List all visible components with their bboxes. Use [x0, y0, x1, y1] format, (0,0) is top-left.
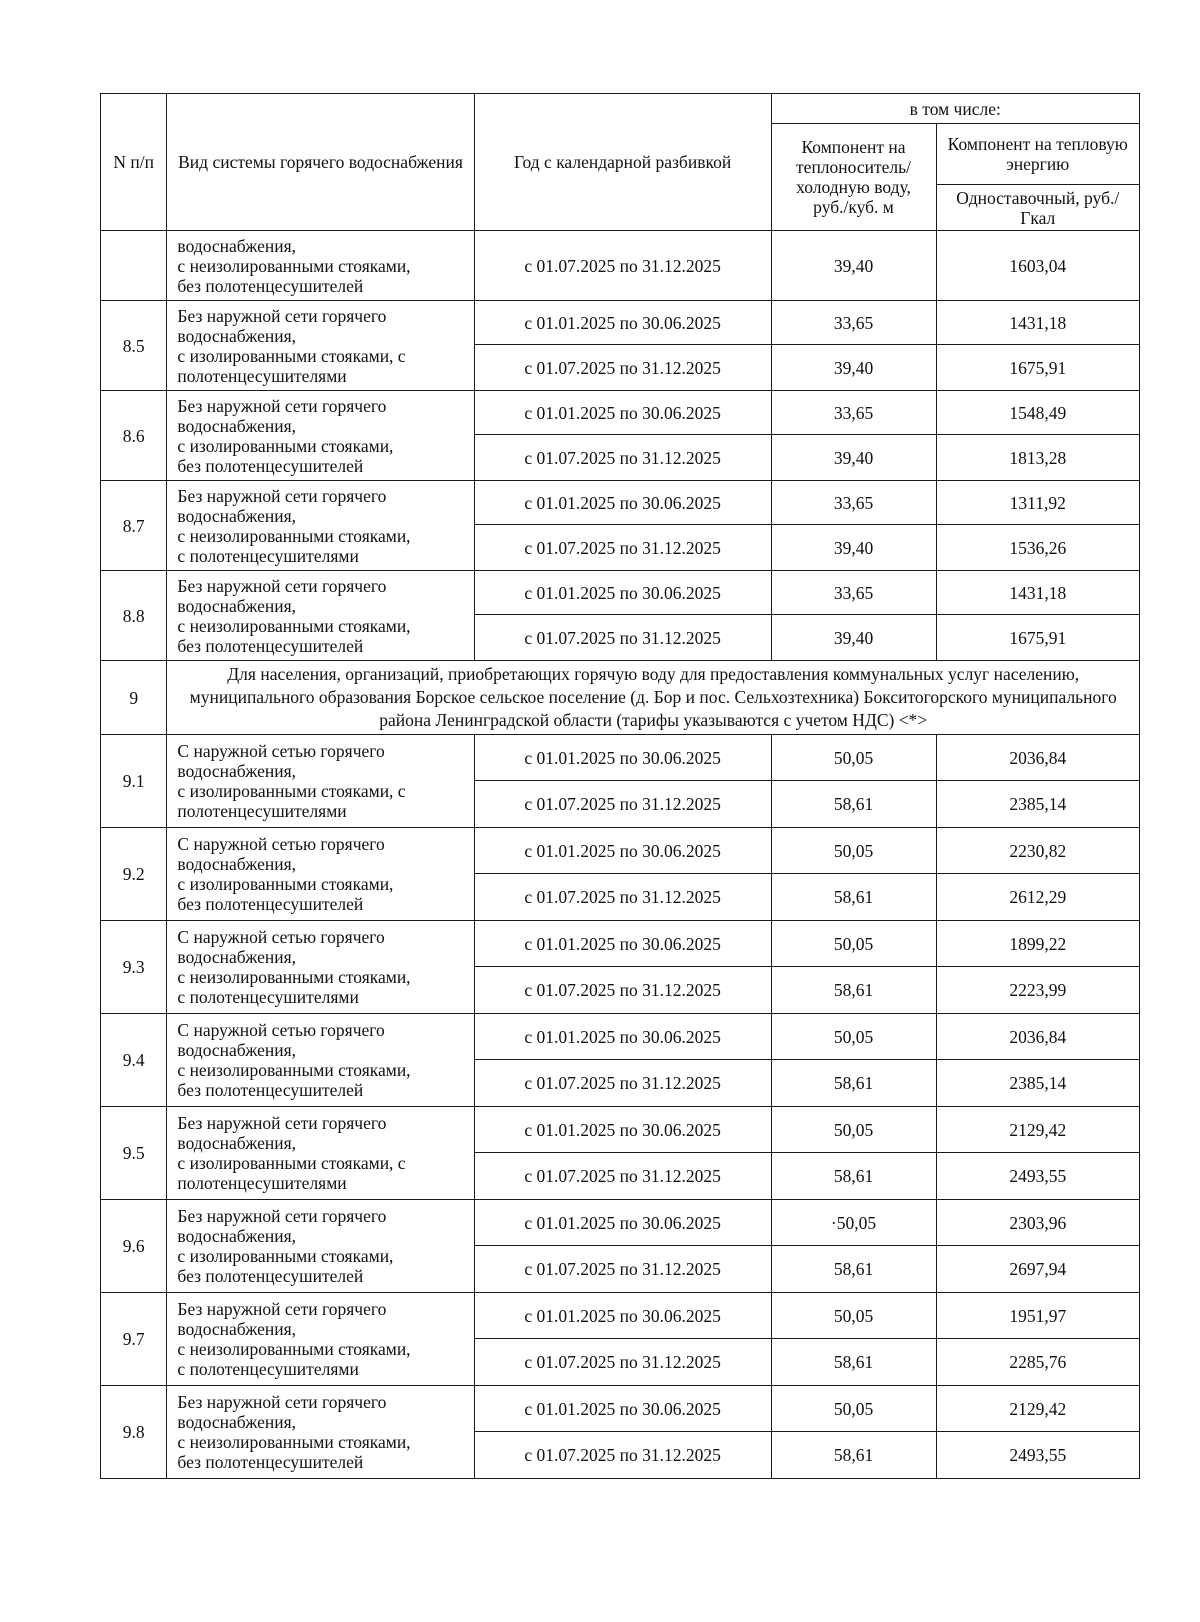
table-row [101, 481, 1140, 525]
system-type-cell: С наружной сетью горячего водоснабжения, с изолированными стояками, без полотенцесушителей [167, 828, 474, 921]
table-row [101, 1386, 1140, 1432]
water-component-cell: 39,40 [771, 615, 936, 661]
row-number: 9.7 [101, 1293, 167, 1386]
period-cell: с 01.07.2025 по 31.12.2025 [474, 1060, 771, 1107]
row-number: 9.4 [101, 1014, 167, 1107]
section-number: 9 [101, 661, 167, 735]
system-type-cell: Без наружной сети горячего водоснабжения, с изолированными стояками, без полотенцесушителей [167, 1200, 474, 1293]
energy-rate-cell: 1603,04 [936, 231, 1139, 301]
water-component-cell: 33,65 [771, 481, 936, 525]
period-cell: с 01.07.2025 по 31.12.2025 [474, 967, 771, 1014]
period-cell: с 01.01.2025 по 30.06.2025 [474, 1293, 771, 1339]
table-row [101, 1200, 1140, 1246]
period-cell: с 01.01.2025 по 30.06.2025 [474, 828, 771, 874]
water-component-cell: ·50,05 [771, 1200, 936, 1246]
energy-rate-cell: 1675,91 [936, 345, 1139, 391]
energy-rate-cell: 2036,84 [936, 735, 1139, 781]
table-row [101, 828, 1140, 874]
energy-rate-cell: 2385,14 [936, 781, 1139, 828]
period-cell: с 01.07.2025 по 31.12.2025 [474, 1153, 771, 1200]
energy-rate-cell: 2612,29 [936, 874, 1139, 921]
energy-rate-cell: 2285,76 [936, 1339, 1139, 1386]
water-component-cell: 39,40 [771, 231, 936, 301]
energy-rate-cell: 1813,28 [936, 435, 1139, 481]
header-num: N п/п [101, 94, 167, 231]
energy-rate-cell: 1675,91 [936, 615, 1139, 661]
row-number: 9.2 [101, 828, 167, 921]
row-number: 8.5 [101, 301, 167, 391]
energy-rate-cell: 2303,96 [936, 1200, 1139, 1246]
energy-rate-cell: 2036,84 [936, 1014, 1139, 1060]
water-component-cell: 58,61 [771, 1432, 936, 1479]
section-description: Для населения, организаций, приобретающих горячую воду для предоставления коммунальных услуг населению, муниципального образования Борское сельское поселение (д. Бор и пос. Сельхозтехника) Бокситогорского муниципального района Ленинградской области (тарифы указываются с учетом НДС) <*> [167, 661, 1140, 735]
period-cell: с 01.01.2025 по 30.06.2025 [474, 1014, 771, 1060]
header-energy-component: Компонент на тепловую энергию [936, 124, 1139, 185]
table-row [101, 1107, 1140, 1153]
energy-rate-cell: 1548,49 [936, 391, 1139, 435]
period-cell: с 01.07.2025 по 31.12.2025 [474, 1246, 771, 1293]
table-row [101, 735, 1140, 781]
header-system: Вид системы горячего водоснабжения [167, 94, 474, 231]
row-number: 9.3 [101, 921, 167, 1014]
system-type-cell: Без наружной сети горячего водоснабжения, с изолированными стояками, с полотенцесушителями [167, 301, 474, 391]
system-type-cell: С наружной сетью горячего водоснабжения, с неизолированными стояками, с полотенцесушителями [167, 921, 474, 1014]
system-type-cell: Без наружной сети горячего водоснабжения, с изолированными стояками, без полотенцесушителей [167, 391, 474, 481]
energy-rate-cell: 1311,92 [936, 481, 1139, 525]
period-cell: с 01.01.2025 по 30.06.2025 [474, 921, 771, 967]
period-cell: с 01.07.2025 по 31.12.2025 [474, 615, 771, 661]
header-period: Год с календарной разбивкой [474, 94, 771, 231]
period-cell: с 01.01.2025 по 30.06.2025 [474, 1200, 771, 1246]
period-cell: с 01.01.2025 по 30.06.2025 [474, 571, 771, 615]
header-including: в том числе: [771, 94, 1140, 124]
water-component-cell: 58,61 [771, 781, 936, 828]
period-cell: с 01.01.2025 по 30.06.2025 [474, 301, 771, 345]
water-component-cell: 33,65 [771, 391, 936, 435]
period-cell: с 01.07.2025 по 31.12.2025 [474, 345, 771, 391]
energy-rate-cell: 1431,18 [936, 301, 1139, 345]
energy-rate-cell: 1536,26 [936, 525, 1139, 571]
table-row [101, 571, 1140, 615]
water-component-cell: 58,61 [771, 967, 936, 1014]
system-type-cell: Без наружной сети горячего водоснабжения, с изолированными стояками, с полотенцесушителями [167, 1107, 474, 1200]
row-number: 9.1 [101, 735, 167, 828]
period-cell: с 01.07.2025 по 31.12.2025 [474, 435, 771, 481]
table-row [101, 391, 1140, 435]
water-component-cell: 58,61 [771, 874, 936, 921]
energy-rate-cell: 2385,14 [936, 1060, 1139, 1107]
section-header-row [101, 661, 1140, 735]
energy-rate-cell: 1899,22 [936, 921, 1139, 967]
water-component-cell: 58,61 [771, 1060, 936, 1107]
period-cell: с 01.01.2025 по 30.06.2025 [474, 481, 771, 525]
water-component-cell: 33,65 [771, 301, 936, 345]
energy-rate-cell: 1431,18 [936, 571, 1139, 615]
row-number: 8.8 [101, 571, 167, 661]
water-component-cell: 50,05 [771, 735, 936, 781]
period-cell: с 01.07.2025 по 31.12.2025 [474, 781, 771, 828]
water-component-cell: 58,61 [771, 1153, 936, 1200]
water-component-cell: 39,40 [771, 435, 936, 481]
water-component-cell: 50,05 [771, 1293, 936, 1339]
row-number: 9.6 [101, 1200, 167, 1293]
energy-rate-cell: 2493,55 [936, 1153, 1139, 1200]
water-component-cell: 50,05 [771, 1386, 936, 1432]
table-row-continuation [101, 231, 1140, 301]
period-cell: с 01.07.2025 по 31.12.2025 [474, 874, 771, 921]
energy-rate-cell: 1951,97 [936, 1293, 1139, 1339]
water-component-cell: 50,05 [771, 921, 936, 967]
system-type-cell: Без наружной сети горячего водоснабжения, с неизолированными стояками, с полотенцесушителями [167, 1293, 474, 1386]
water-component-cell: 39,40 [771, 345, 936, 391]
energy-rate-cell: 2223,99 [936, 967, 1139, 1014]
row-num-empty [101, 231, 167, 301]
table-row [101, 1293, 1140, 1339]
row-number: 8.7 [101, 481, 167, 571]
water-component-cell: 50,05 [771, 1014, 936, 1060]
system-type-cell: Без наружной сети горячего водоснабжения, с неизолированными стояками, с полотенцесушителями [167, 481, 474, 571]
row-number: 8.6 [101, 391, 167, 481]
tariff-table [100, 93, 1140, 1479]
energy-rate-cell: 2129,42 [936, 1386, 1139, 1432]
water-component-cell: 50,05 [771, 1107, 936, 1153]
water-component-cell: 58,61 [771, 1246, 936, 1293]
period-cell: с 01.07.2025 по 31.12.2025 [474, 525, 771, 571]
water-component-cell: 58,61 [771, 1339, 936, 1386]
water-component-cell: 39,40 [771, 525, 936, 571]
period-cell: с 01.07.2025 по 31.12.2025 [474, 231, 771, 301]
table-row [101, 921, 1140, 967]
water-component-cell: 50,05 [771, 828, 936, 874]
period-cell: с 01.01.2025 по 30.06.2025 [474, 391, 771, 435]
energy-rate-cell: 2493,55 [936, 1432, 1139, 1479]
header-single-rate: Одноставочный, руб./Гкал [936, 185, 1139, 231]
water-component-cell: 33,65 [771, 571, 936, 615]
system-type-cell: Без наружной сети горячего водоснабжения, с неизолированными стояками, без полотенцесушителей [167, 1386, 474, 1479]
period-cell: с 01.01.2025 по 30.06.2025 [474, 735, 771, 781]
system-type-cell: Без наружной сети горячего водоснабжения, с неизолированными стояками, без полотенцесушителей [167, 571, 474, 661]
table-row [101, 1014, 1140, 1060]
row-number: 9.8 [101, 1386, 167, 1479]
table-row [101, 301, 1140, 345]
system-type-cell: водоснабжения, с неизолированными стояками, без полотенцесушителей [167, 231, 474, 301]
row-number: 9.5 [101, 1107, 167, 1200]
period-cell: с 01.07.2025 по 31.12.2025 [474, 1432, 771, 1479]
period-cell: с 01.07.2025 по 31.12.2025 [474, 1339, 771, 1386]
period-cell: с 01.01.2025 по 30.06.2025 [474, 1386, 771, 1432]
system-type-cell: С наружной сетью горячего водоснабжения, с изолированными стояками, с полотенцесушителями [167, 735, 474, 828]
energy-rate-cell: 2697,94 [936, 1246, 1139, 1293]
energy-rate-cell: 2129,42 [936, 1107, 1139, 1153]
energy-rate-cell: 2230,82 [936, 828, 1139, 874]
system-type-cell: С наружной сетью горячего водоснабжения, с неизолированными стояками, без полотенцесушителей [167, 1014, 474, 1107]
header-water-component: Компонент на теплоноситель/ холодную воду, руб./куб. м [771, 124, 936, 231]
period-cell: с 01.01.2025 по 30.06.2025 [474, 1107, 771, 1153]
